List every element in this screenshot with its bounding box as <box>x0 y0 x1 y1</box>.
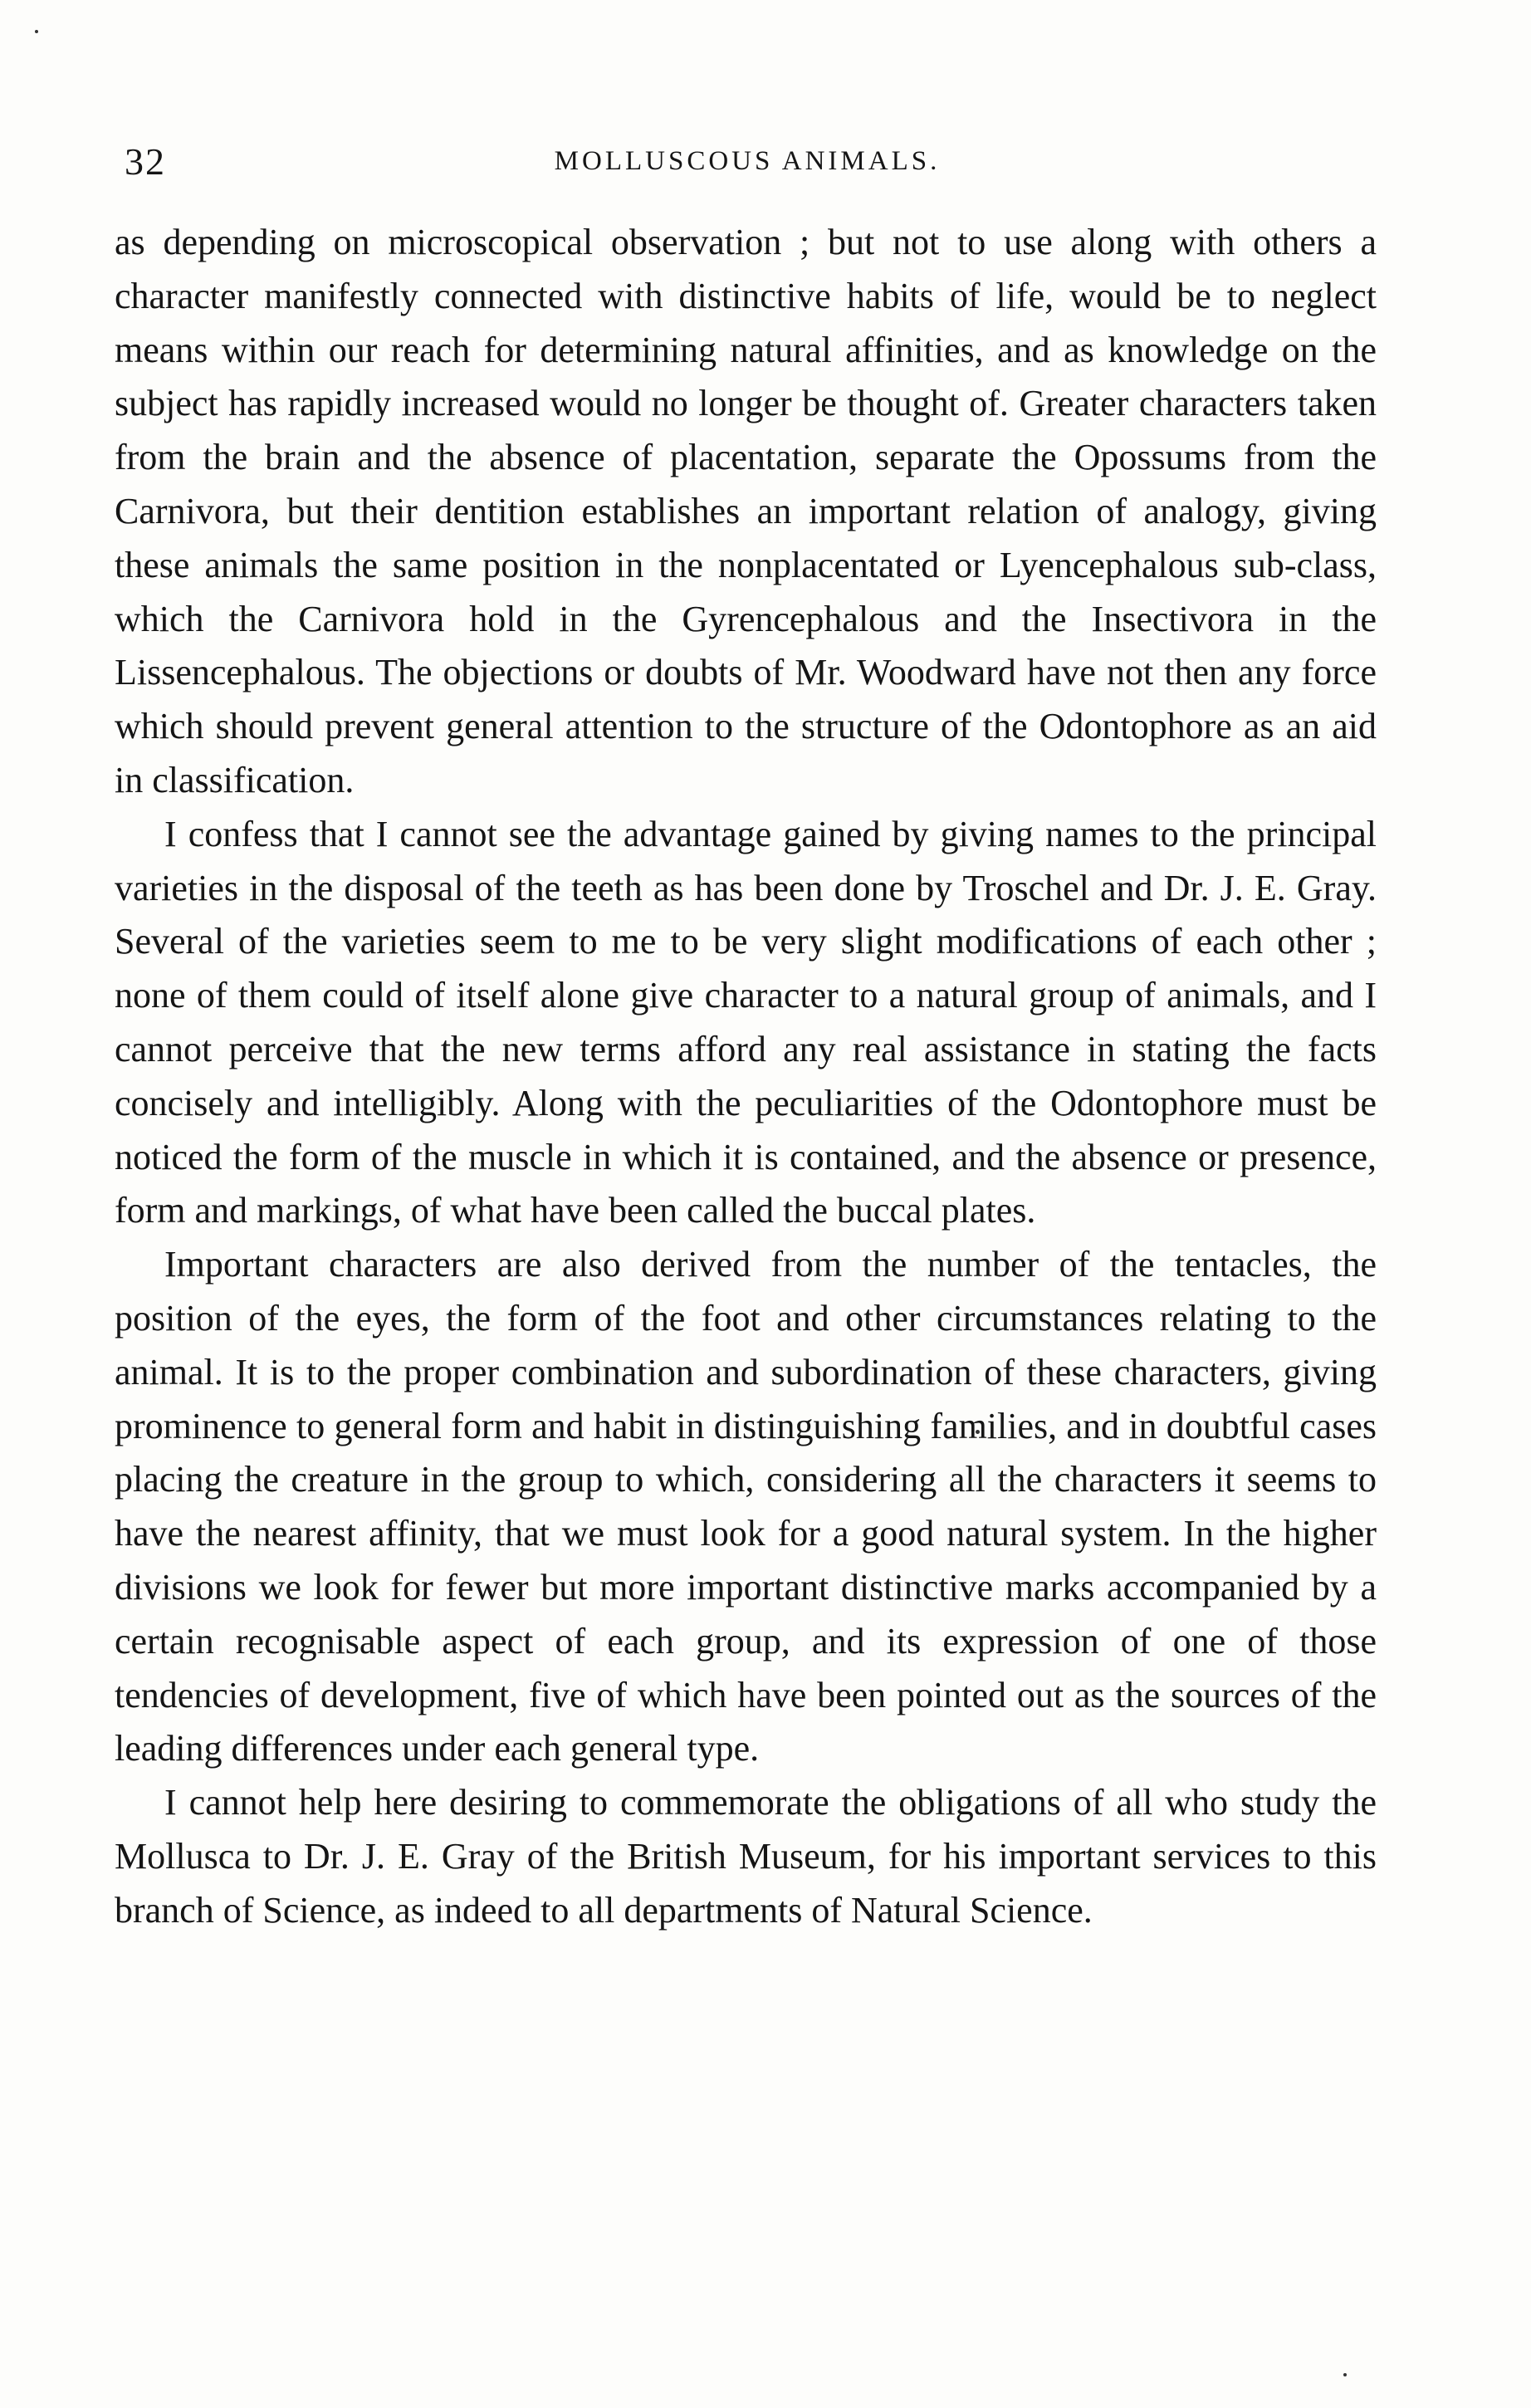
paper-speck <box>35 30 38 33</box>
paragraph: as depending on microscopical observation ; but not to use along with others a character manifestly connected with distinctive habits of life, would be to neglect means within our reach for determining natural affinities, and as knowledge on the subject has rapidly increased would no longer be thought of. Greater characters taken from the brain and the absence of placentation, separate the Opossums from the Carnivora, but their dentition establishes an important relation of analogy, giving these animals the same position in the nonplacentated or Lyencephalous sub-class, which the Carnivora hold in the Gyrencephalous and the Insectivora in the Lissencephalous. The objections or doubts of Mr. Woodward have not then any force which should prevent general attention to the structure of the Odontophore as an aid in classification. <box>115 222 1377 800</box>
page-header <box>116 139 1378 189</box>
paper-speck <box>1343 2373 1347 2376</box>
paragraph: I confess that I cannot see the advantage gained by giving names to the principal varieties in the disposal of the teeth as has been done by Troschel and Dr. J. E. Gray. Several of the varieties seem to me to be very slight modifications of each other ; none of them could of itself alone give character to a natural group of animals, and I cannot perceive that the new terms afford any real assistance in stating the facts concisely and intelligibly. Along with the peculiarities of the Odontophore must be noticed the form of the muscle in which it is contained, and the absence or presence, form and markings, of what have been called the buccal plates. <box>115 813 1377 1231</box>
running-head: MOLLUSCOUS ANIMALS. <box>554 146 941 176</box>
page-number: 32 <box>125 140 166 183</box>
body-text <box>115 216 1377 1938</box>
paragraph: I cannot help here desiring to commemorate the obligations of all who study the Mollusca to Dr. J. E. Gray of the British Museum, for his important services to this branch of Science, as indeed to all departments of Natural Science. <box>115 1782 1377 1931</box>
paragraph: Important characters are also derived from the number of the tentacles, the position of the eyes, the form of the foot and other circumstances relating to the animal. It is to the proper combination and subordination of these characters, giving prominence to general form and habit in distinguishing families, and in doubtful cases placing the creature in the group to which, considering all the characters it seems to have the nearest affinity, that we must look for a good natural system. In the higher divisions we look for fewer but more important distinctive marks accompanied by a certain recognisable aspect of each group, and its expression of one of those tendencies of development, five of which have been pointed out as the sources of the leading differences under each general type. <box>115 1244 1377 1769</box>
